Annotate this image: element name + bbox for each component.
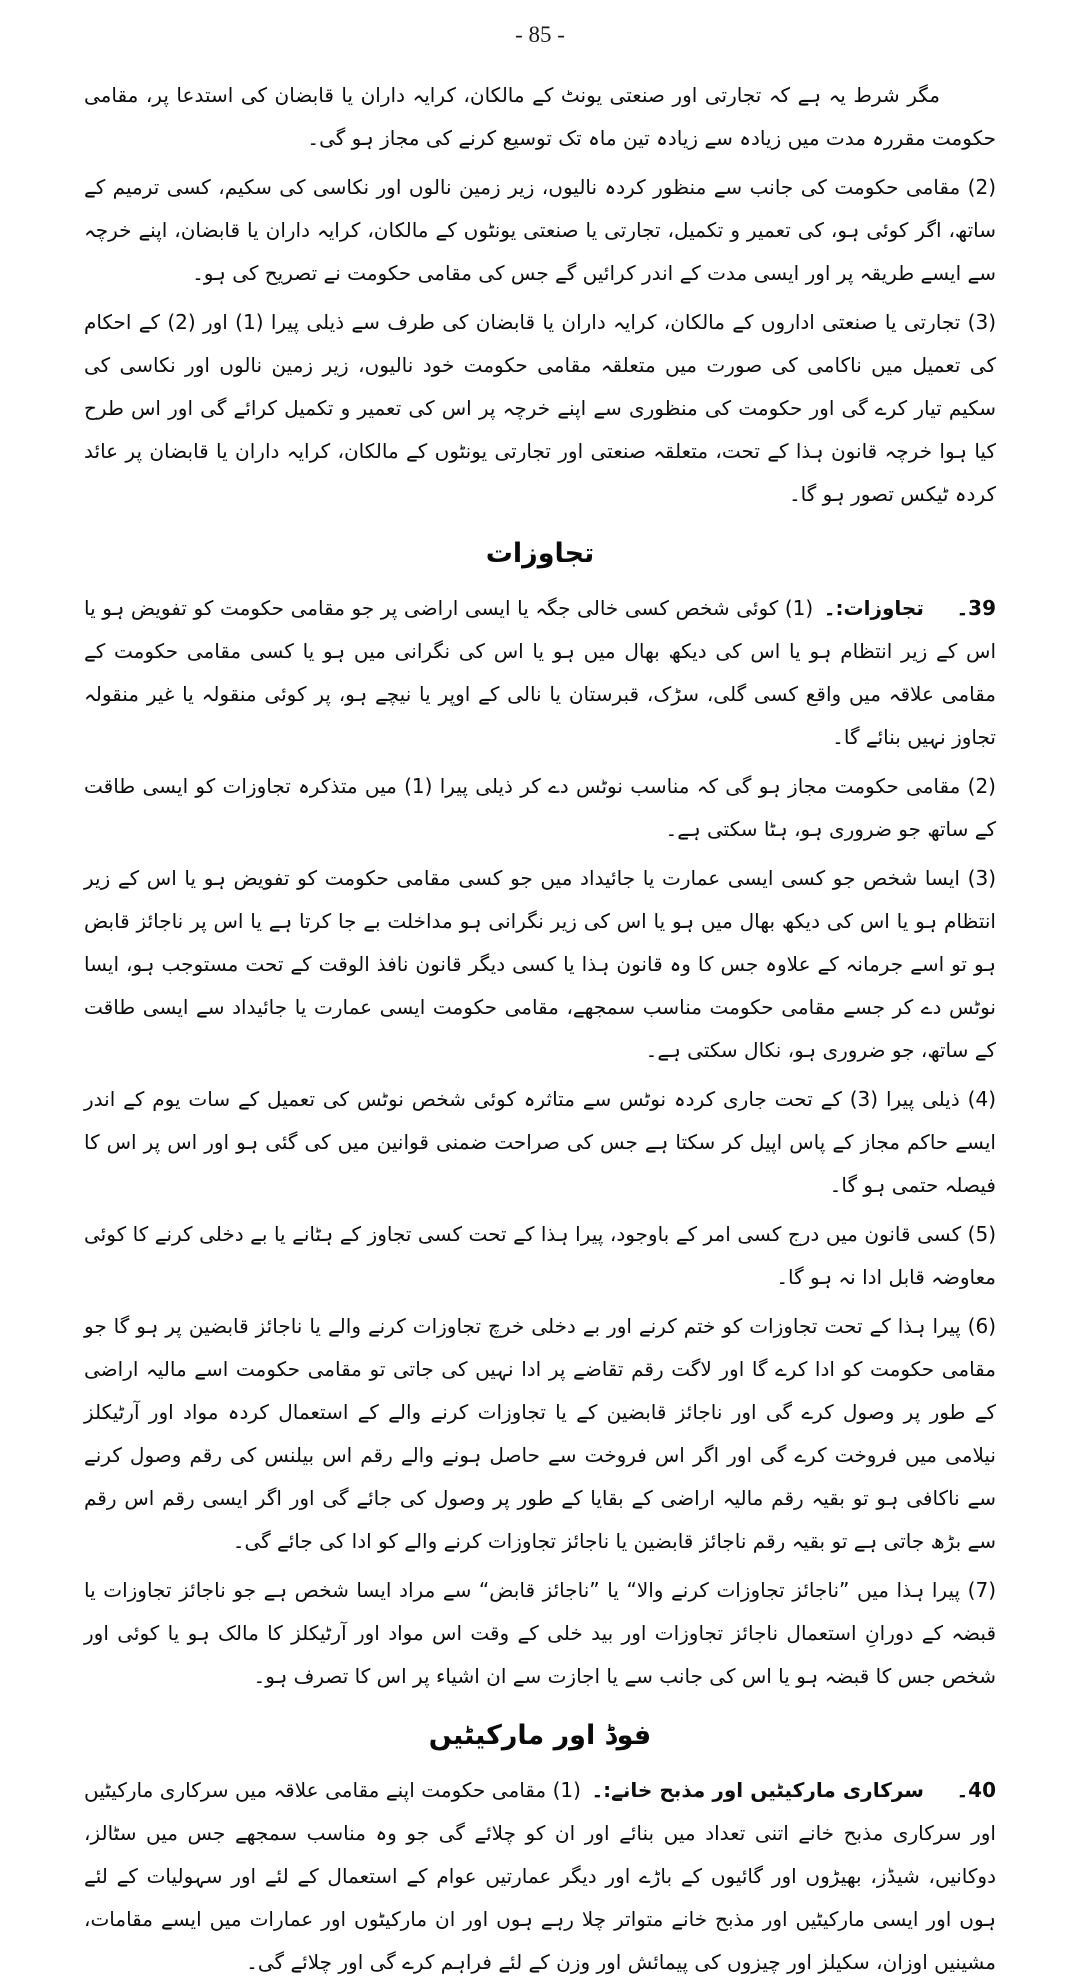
section-40-number: 40۔ [956, 1778, 996, 1802]
section-39-clause-7: (7) پیرا ہذا میں ”ناجائز تجاوزات کرنے والا“ یا ”ناجائز قابض“ سے مراد ایسا شخص ہے جو ناجائز تجاوزات یا قبضہ کے دورانِ استعمال ناجائز تجاوزات اور بید خلی کے وقت اس مواد اور آرٹیکلز کا مالک ہو یا کوئی اور شخص جس کا قبضہ ہو یا اس کی جانب سے یا اجازت سے ان اشیاء پر اس کا تصرف ہو۔ [84, 1578, 996, 1688]
section-39-clause-4: (4) ذیلی پیرا (3) کے تحت جاری کردہ نوٹس سے متاثرہ کوئی شخص نوٹس کی تعمیل کے سات یوم کے اندر ایسے حاکم مجاز کے پاس اپیل کر سکتا ہے جس کی صراحت ضمنی قوانین میں کی گئی ہو اور اس پر اس کا فیصلہ حتمی ہو گا۔ [84, 1087, 996, 1197]
continued-clause-2: (2) مقامی حکومت کی جانب سے منظور کردہ نالیوں، زیر زمین نالوں اور نکاسی کی سکیم، کسی ترمیم کے ساتھ، اگر کوئی ہو، کی تعمیر و تکمیل، تجارتی یا صنعتی یونٹوں کے مالکان، کرایہ داران یا قابضان، اپنے خرچہ سے ایسے طریقہ پر اور ایسی مدت کے اندر کرائیں گے جس کی مقامی حکومت نے تصریح کی ہو۔ [84, 175, 996, 285]
section-39-clause-2: (2) مقامی حکومت مجاز ہو گی کہ مناسب نوٹس دے کر ذیلی پیرا (1) میں متذکرہ تجاوزات کو ایسی طاقت کے ساتھ جو ضروری ہو، ہٹا سکتی ہے۔ [84, 774, 996, 841]
section-40-title: سرکاری مارکیٹیں اور مذبح خانے:۔ [591, 1778, 924, 1802]
page-number: - 85 - [515, 22, 565, 47]
heading-encroachments: تجاوزات [485, 538, 595, 569]
section-39-clause-1 [84, 587, 996, 759]
heading-food-markets: فوڈ اور مارکیٹیں [428, 1720, 652, 1751]
section-39-clause-6: (6) پیرا ہذا کے تحت تجاوزات کو ختم کرنے اور بے دخلی خرچ تجاوزات کرنے والے یا ناجائز قابضین پر ہو گا جو مقامی حکومت کو ادا کرے گا اور لاگت رقم تقاضے پر ادا نہیں کی جاتی تو مقامی حکومت اسے مالیہ اراضی کے طور پر وصول کرے گی اور ناجائز قابضین کے یا تجاوزات کرنے والے کے استعمال کردہ مواد اور آرٹیکلز نیلامی میں فروخت کرے گی اور اگر اس فروخت سے حاصل ہونے والے رقم اس بیلنس کی رقم وصول کرنے سے ناکافی ہو تو بقیہ رقم مالیہ اراضی کے بقایا کے طور پر وصول کی جائے گی اور اگر ایسی رقم اس رقم سے بڑھ جاتی ہے تو بقیہ رقم ناجائز قابضین یا ناجائز تجاوزات کرنے والے کو ادا کی جائے گی۔ [84, 1314, 996, 1553]
section-40-clause-1 [84, 1769, 996, 1984]
section-39-title: تجاوزات:۔ [823, 596, 924, 620]
section-39-clause-3: (3) ایسا شخص جو کسی ایسی عمارت یا جائیداد میں جو کسی مقامی حکومت کو تفویض ہو یا اس کے زیر انتظام ہو یا اس کی دیکھ بھال میں ہو یا اس کی زیر نگرانی ہو مداخلت بے جا کرتا ہے یا اس پر ناجائز قابض ہو تو اسے جرمانہ کے علاوہ جس کا وہ قانون ہذا یا کسی دیگر قانون نافذ الوقت کے تحت مستوجب ہو، ایسا نوٹس دے کر جسے مقامی حکومت مناسب سمجھے، مقامی حکومت ایسی عمارت یا جائیداد سے ایسی طاقت کے ساتھ، جو ضروری ہو، نکال سکتی ہے۔ [84, 866, 996, 1062]
section-39-clause-1-text: (1) کوئی شخص کسی خالی جگہ یا ایسی اراضی پر جو مقامی حکومت کو تفویض ہو یا اس کے زیر انتظام ہو یا اس کی دیکھ بھال میں ہو یا اس کی نگرانی میں ہو یا کسی مقامی حکومت کے مقامی علاقہ میں واقع کسی گلی، سڑک، قبرستان یا نالی کے اوپر یا نیچے ہو، پر کوئی منقولہ یا غیر منقولہ تجاوز نہیں بنائے گا۔ [84, 596, 996, 749]
proviso-paragraph: مگر شرط یہ ہے کہ تجارتی اور صنعتی یونٹ کے مالکان، کرایہ داران یا قابضان کی استدعا پر، مقامی حکومت مقررہ مدت میں زیادہ سے زیادہ تین ماہ تک توسیع کرنے کی مجاز ہو گی۔ [84, 83, 996, 150]
section-39-number: 39۔ [956, 596, 996, 620]
continued-clause-3: (3) تجارتی یا صنعتی اداروں کے مالکان، کرایہ داران یا قابضان کی طرف سے ذیلی پیرا (1) اور (2) کے احکام کی تعمیل میں ناکامی کی صورت میں متعلقہ مقامی حکومت خود نالیوں، زیر زمین نالوں اور نکاسی کی سکیم تیار کرے گی اور حکومت کی منظوری سے اپنے خرچہ پر اس کی تعمیر و تکمیل کرائے گی اور اس طرح کیا ہوا خرچہ قانون ہذا کے تحت، متعلقہ صنعتی اور تجارتی یونٹوں کے مالکان، کرایہ داران یا قابضان پر عائد کردہ ٹیکس تصور ہو گا۔ [84, 310, 996, 506]
section-39-clause-5: (5) کسی قانون میں درج کسی امر کے باوجود، پیرا ہذا کے تحت کسی تجاوز کے ہٹانے یا بے دخلی کرنے کا کوئی معاوضہ قابل ادا نہ ہو گا۔ [84, 1222, 996, 1289]
section-40-clause-1-text: (1) مقامی حکومت اپنے مقامی علاقہ میں سرکاری مارکیٹیں اور سرکاری مذبح خانے اتنی تعداد میں بنائے اور ان کو چلائے گی جو وہ مناسب سمجھے جس میں سٹالز، دوکانیں، شیڈز، بھیڑوں اور گائیوں کے باڑے اور دیگر عمارتیں عوام کے استعمال کے لئے اور سہولیات کے لئے ہوں اور ایسی مارکیٹیں اور مذبح خانے متواتر چلا رہے ہوں اور ان مارکیٹوں اور عمارات میں ایسے مقامات، مشینیں اوزان، سکیلز اور چیزوں کی پیمائش اور وزن کے لئے فراہم کرے گی اور چلائے گی۔ [84, 1778, 996, 1974]
